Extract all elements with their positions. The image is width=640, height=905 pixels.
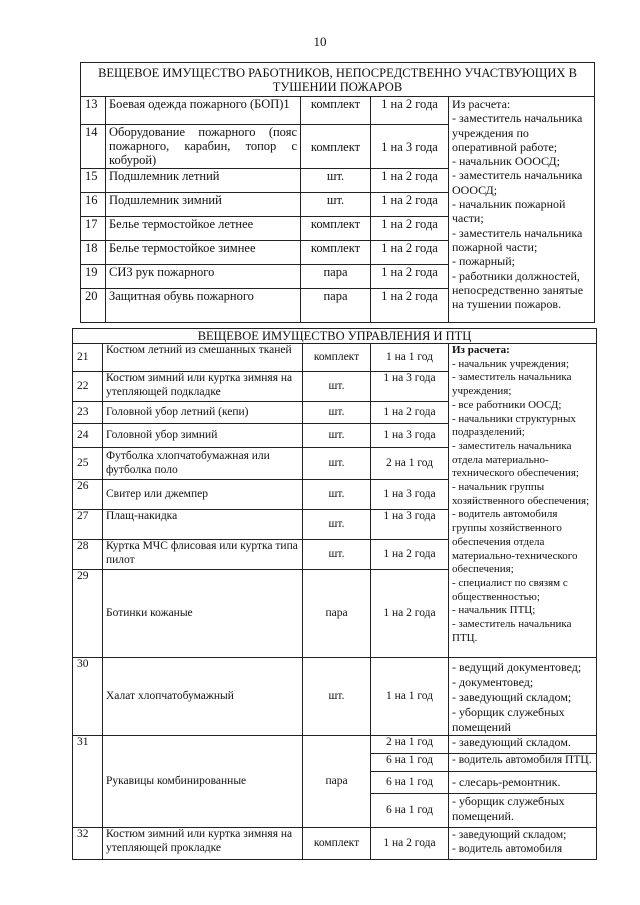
- table-management-property: [72, 328, 597, 860]
- table-row: 31 Рукавицы комбинированные пара 2 на 1 год - заведующий складом.: [73, 736, 597, 754]
- table-row: 20 Защитная обувь пожарного пара 1 на 2 года: [81, 289, 595, 323]
- calc-item: - заместитель начальника учреждения по оперативной работе;: [452, 111, 583, 154]
- table-row: 23 Головной убор летний (кепи) шт. 1 на 2 года: [73, 402, 597, 424]
- calc-item: - начальник ОООСД;: [452, 154, 560, 169]
- calc-item: - уборщик служебных помещений: [452, 705, 565, 734]
- calc-item: - пожарный;: [452, 254, 515, 269]
- table-row: 17 Белье термостойкое летнее комплект 1 на 2 года: [81, 217, 595, 241]
- table-row: 27 Плащ-накидка шт. 1 на 3 года: [73, 510, 597, 540]
- calc-item: - начальник пожарной части;: [452, 197, 566, 226]
- table-row: 19 СИЗ рук пожарного пара 1 на 2 года: [81, 265, 595, 289]
- calc-item: - ведущий документовед;: [452, 660, 582, 674]
- calc-title: Из расчета:: [452, 97, 511, 111]
- calc-cell: [449, 97, 595, 323]
- page-number: 10: [313, 34, 327, 49]
- table-row: 16 Подшлемник зимний шт. 1 на 2 года: [81, 193, 595, 217]
- table-header: ВЕЩЕВОЕ ИМУЩЕСТВО УПРАВЛЕНИЯ И ПТЦ: [73, 329, 597, 344]
- calc-item: - водитель автомобиля группы хозяйственного обеспечения отдела материально-технического обеспечения;: [452, 508, 578, 576]
- calc-item: - заместитель начальника отдела материально-технического обеспечения;: [452, 439, 579, 480]
- calc-item: - заместитель начальника ОООСД;: [452, 168, 583, 197]
- calc-item: - специалист по связям с общественностью;: [452, 576, 568, 603]
- calc-item: - заведующий складом;: [452, 829, 567, 841]
- table-firefighters-property: [80, 62, 595, 323]
- table-row: 6 на 1 год - водитель автомобиля ПТЦ.: [73, 754, 597, 772]
- calc-cell: [449, 658, 597, 736]
- table-row: 25 Футболка хлопчатобумажная или футболка поло шт. 2 на 1 год: [73, 448, 597, 480]
- calc-item: - водитель автомобиля: [452, 843, 563, 855]
- table-row: 29 Ботинки кожаные пара 1 на 2 года: [73, 570, 597, 658]
- table-row: 30 Халат хлопчатобумажный шт. 1 на 1 год - ведущий документовед; - документовед; - заведующий складом; - уборщик служебных помещений: [73, 658, 597, 736]
- table-row: 24 Головной убор зимний шт. 1 на 3 года: [73, 424, 597, 448]
- calc-item: - начальник учреждения;: [452, 357, 570, 370]
- table-header: ВЕЩЕВОЕ ИМУЩЕСТВО РАБОТНИКОВ, НЕПОСРЕДСТВЕННО УЧАСТВУЮЩИХ В ТУШЕНИИ ПОЖАРОВ: [81, 63, 595, 97]
- table-row: 14 Оборудование пожарного (пояс пожарного, карабин, топор с кобурой) комплект 1 на 3 года: [81, 125, 595, 169]
- calc-item: - заместитель начальника ПТЦ.: [452, 618, 572, 644]
- calc-item: - начальник группы хозяйственного обеспечения;: [452, 481, 590, 507]
- table-row: 18 Белье термостойкое зимнее комплект 1 на 2 года: [81, 241, 595, 265]
- calc-cell: [449, 344, 597, 658]
- calc-item: - заместитель начальника учреждения;: [452, 371, 572, 398]
- table-row: 32 Костюм зимний или куртка зимняя на утепляющей прокладке комплект 1 на 2 года - заведующий складом; - водитель автомобиля: [73, 828, 597, 860]
- table-row: 21 Костюм летний из смешанных тканей комплект 1 на 1 год Из расчета: - начальник учреждения; - заместитель начальника учреждения; - все работники ООСД; - начальники структурных подразделений; - заместитель начальника отдела материально-технического обеспечения; - начальник группы хозяйственного обеспечения; - водитель автомобиля группы хозяйственного обеспечения отдела материально-технического обеспечения; - специалист по связям с общественностью; - начальник ПТЦ; - заместитель начальника ПТЦ.: [73, 344, 597, 372]
- table-row: 6 на 1 год - уборщик служебных помещений.: [73, 794, 597, 828]
- table-row: 13 Боевая одежда пожарного (БОП)1 комплект 1 на 2 года Из расчета: - заместитель начальника учреждения по оперативной работе; - начальник ОООСД; - заместитель начальника ОООСД; - начальник пожарной части; - заместитель начальника пожарной части; - пожарный; - работники должностей, непосредственно занятые на тушении пожаров.: [81, 97, 595, 125]
- table-row: 28 Куртка МЧС флисовая или куртка типа пилот шт. 1 на 2 года: [73, 540, 597, 570]
- calc-title: Из расчета:: [452, 344, 510, 356]
- calc-item: - все работники ООСД;: [452, 398, 562, 411]
- table-row: 26 Свитер или джемпер шт. 1 на 3 года: [73, 480, 597, 510]
- calc-item: - документовед;: [452, 675, 534, 689]
- table-row: 22 Костюм зимний или куртка зимняя на утепляющей подкладке шт. 1 на 3 года: [73, 372, 597, 402]
- calc-cell: [449, 828, 597, 860]
- calc-item: - заместитель начальника пожарной части;: [452, 225, 583, 254]
- table-row: 15 Подшлемник летний шт. 1 на 2 года: [81, 169, 595, 193]
- calc-item: - заведующий складом;: [452, 690, 572, 704]
- calc-item: - работники должностей, непосредственно занятые на тушении пожаров.: [452, 268, 584, 312]
- calc-item: - начальник ПТЦ;: [452, 604, 536, 617]
- calc-item: - начальники структурных подразделений;: [452, 412, 576, 439]
- table-row: 6 на 1 год - слесарь-ремонтник.: [73, 772, 597, 794]
